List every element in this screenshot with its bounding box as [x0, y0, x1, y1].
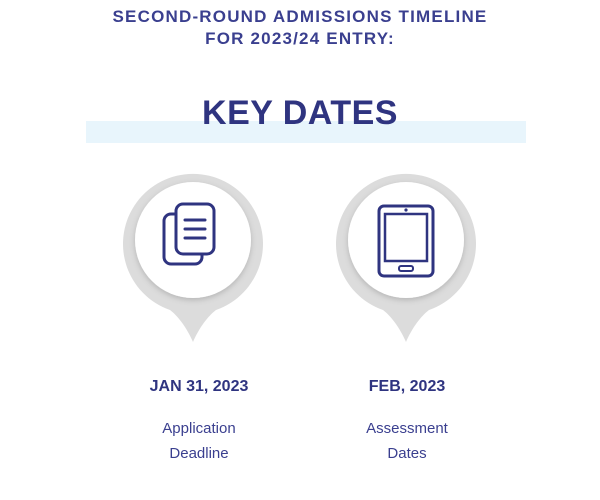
date-application-deadline: JAN 31, 2023 — [149, 378, 249, 395]
label-line-2: Deadline — [169, 445, 229, 462]
label-line-1: Application — [162, 420, 236, 437]
page-header — [0, 6, 600, 50]
documents-icon — [158, 200, 228, 280]
label-assessment-dates — [327, 416, 487, 466]
label-application-deadline — [119, 416, 279, 466]
tablet-icon — [371, 200, 441, 280]
location-pin — [331, 170, 481, 360]
date-assessment: FEB, 2023 — [368, 378, 446, 395]
label-line-1: Assessment — [366, 420, 448, 437]
label-line-2: Dates — [387, 445, 427, 462]
pin-application-deadline — [118, 170, 268, 360]
location-pin — [118, 170, 268, 360]
header-line-2: FOR 2023/24 ENTRY: — [205, 29, 395, 48]
header-line-1: SECOND-ROUND ADMISSIONS TIMELINE — [112, 7, 488, 26]
pin-assessment-dates — [331, 170, 481, 360]
key-dates-title: KEY DATES — [202, 94, 398, 132]
